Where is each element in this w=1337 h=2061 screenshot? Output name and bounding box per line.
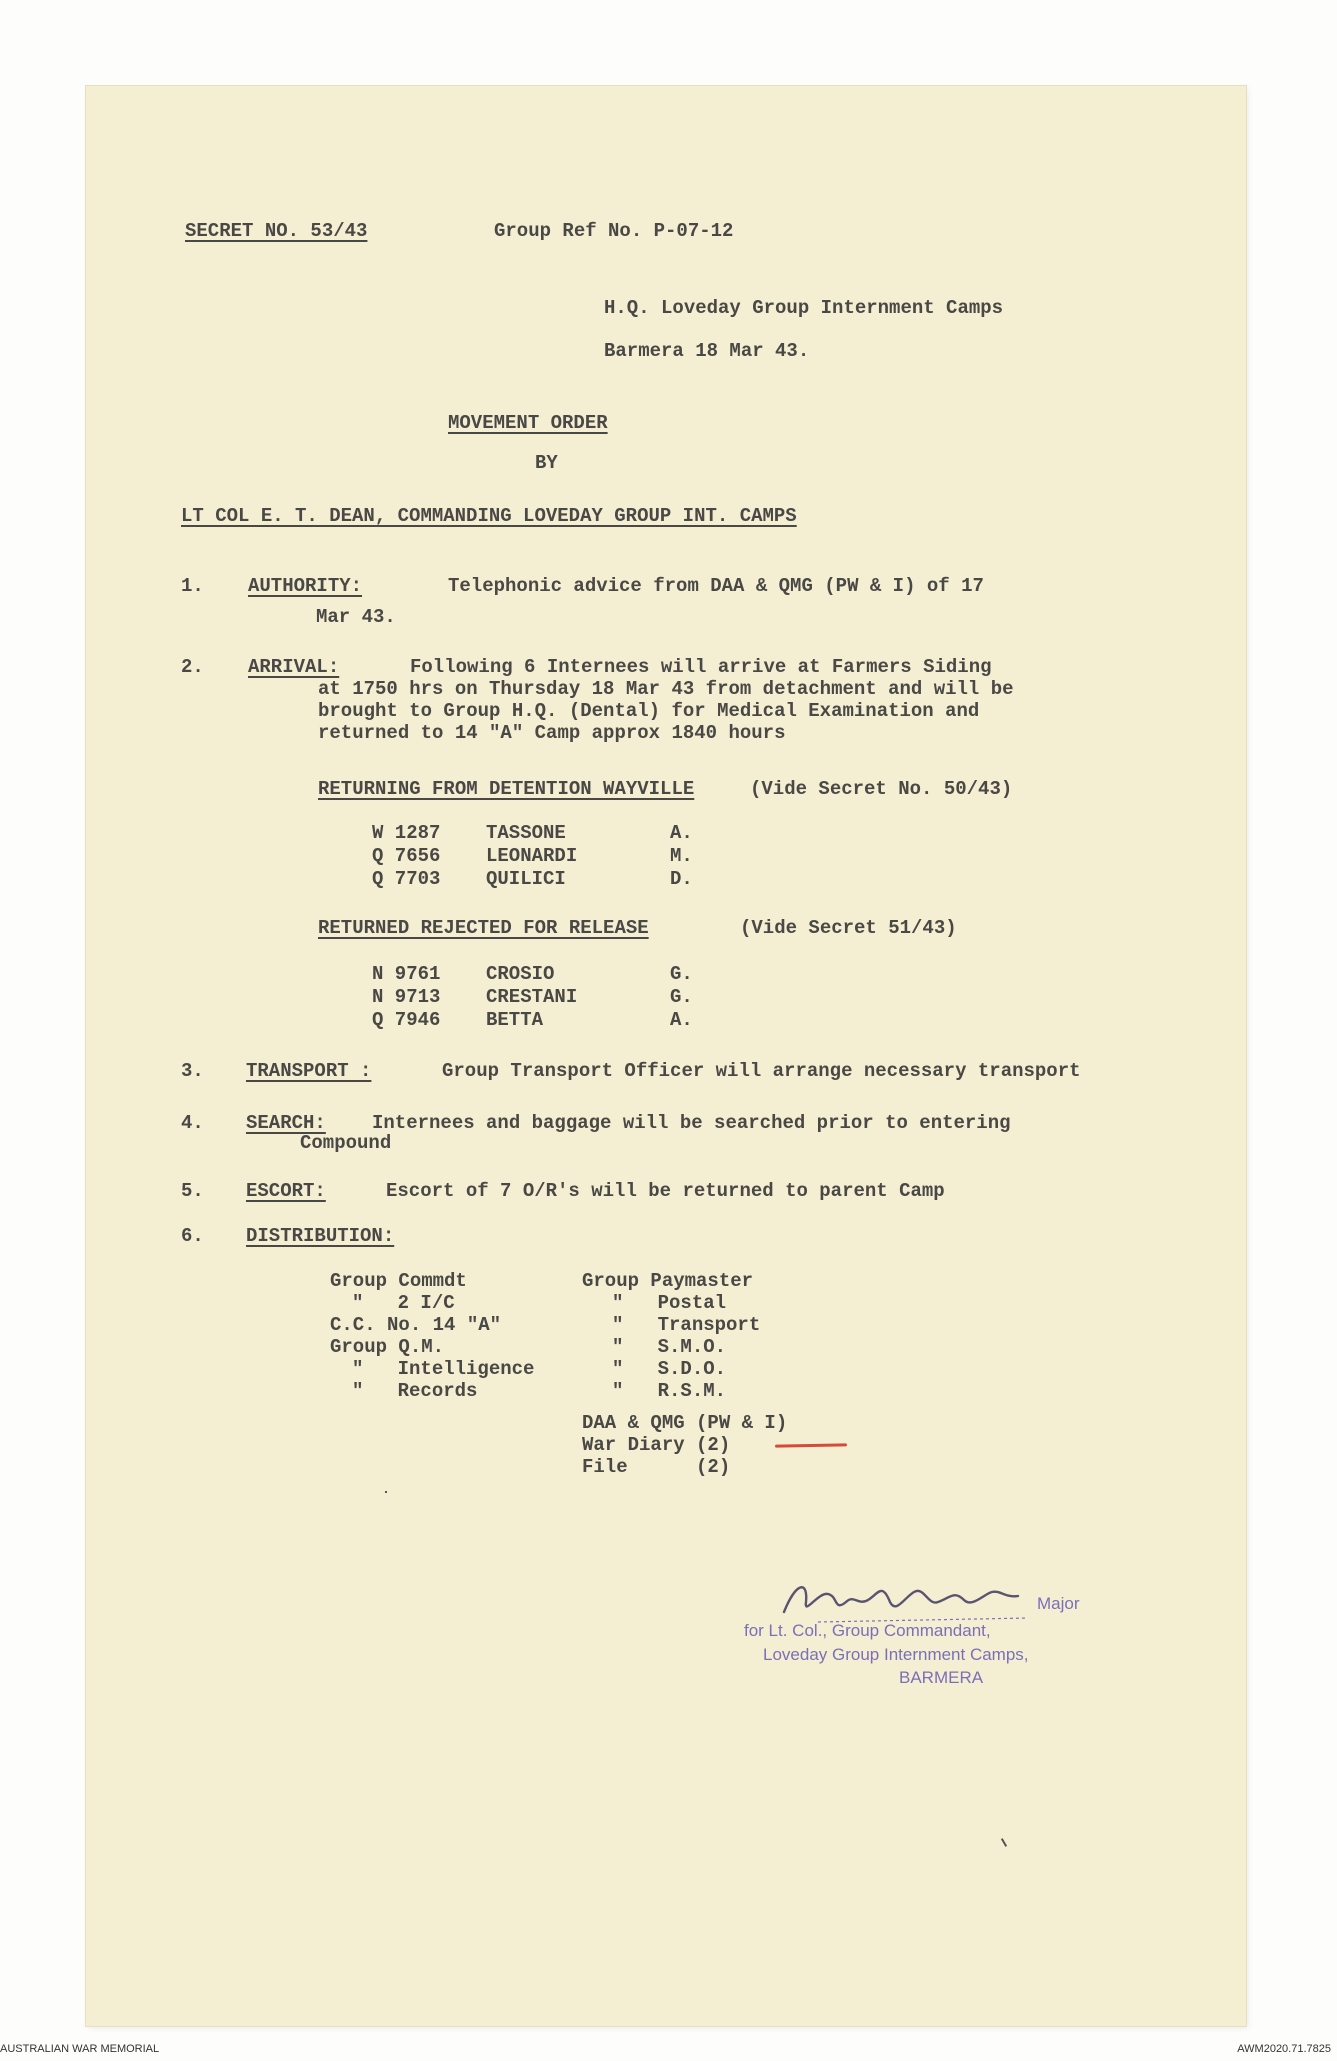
hq-line: H.Q. Loveday Group Internment Camps	[604, 297, 1004, 319]
para-1-number: 1.	[181, 575, 204, 597]
internee-name: CROSIO	[486, 963, 555, 985]
internee-initial: G.	[670, 986, 693, 1008]
internee-name: QUILICI	[486, 868, 566, 890]
distribution-left-item: C.C. No. 14 "A"	[330, 1314, 502, 1336]
para-1-heading: AUTHORITY:	[248, 575, 363, 597]
para-5-text: Escort of 7 O/R's will be returned to parent Camp	[386, 1180, 945, 1202]
para-3-heading: TRANSPORT :	[246, 1060, 372, 1082]
internee-name: LEONARDI	[486, 845, 578, 867]
footer-institution: AUSTRALIAN WAR MEMORIAL	[0, 2043, 160, 2055]
distribution-left-item: " Intelligence	[352, 1358, 535, 1380]
para-4-text-cont: Compound	[300, 1132, 392, 1154]
internee-number: N 9761	[372, 963, 441, 985]
para-2-text-4: returned to 14 "A" Camp approx 1840 hours	[318, 722, 786, 744]
internee-number: W 1287	[372, 822, 441, 844]
para-2-heading: ARRIVAL:	[248, 656, 340, 678]
internee-number: Q 7946	[372, 1009, 441, 1031]
internee-initial: G.	[670, 963, 693, 985]
para-1-text-cont: Mar 43.	[316, 606, 396, 628]
internee-initial: D.	[670, 868, 693, 890]
distribution-right-item: " Postal	[612, 1292, 727, 1314]
internee-name: CRESTANI	[486, 986, 578, 1008]
distribution-right-item: " S.D.O.	[612, 1358, 727, 1380]
para-3-number: 3.	[181, 1060, 204, 1082]
distribution-right-item: " S.M.O.	[612, 1336, 727, 1358]
distribution-extra-item: File (2)	[582, 1456, 731, 1478]
internee-name: BETTA	[486, 1009, 544, 1031]
distribution-extra-item: War Diary (2)	[582, 1434, 731, 1456]
stray-dot	[385, 1491, 387, 1493]
group-1-heading: RETURNING FROM DETENTION WAYVILLE	[318, 778, 695, 800]
title-movement-order: MOVEMENT ORDER	[448, 412, 608, 434]
para-2-text-1: Following 6 Internees will arrive at Farmers Siding	[410, 656, 992, 678]
para-2-number: 2.	[181, 656, 204, 678]
stamp-line-3: BARMERA	[899, 1668, 984, 1687]
place-date: Barmera 18 Mar 43.	[604, 340, 810, 362]
para-4-number: 4.	[181, 1112, 204, 1134]
group-2-heading: RETURNED REJECTED FOR RELEASE	[318, 917, 649, 939]
internee-number: Q 7656	[372, 845, 441, 867]
secret-number: SECRET NO. 53/43	[185, 220, 368, 242]
group-reference: Group Ref No. P-07-12	[494, 220, 734, 242]
distribution-extra-item: DAA & QMG (PW & I)	[582, 1412, 788, 1434]
para-1-text: Telephonic advice from DAA & QMG (PW & I) of 17	[448, 575, 984, 597]
footer-accession-number: AWM2020.71.7825	[1237, 2043, 1331, 2055]
group-1-reference: (Vide Secret No. 50/43)	[750, 778, 1013, 800]
para-2-text-3: brought to Group H.Q. (Dental) for Medical Examination and	[318, 700, 980, 722]
distribution-right-item: " R.S.M.	[612, 1380, 727, 1402]
title-commander: LT COL E. T. DEAN, COMMANDING LOVEDAY GROUP INT. CAMPS	[181, 505, 797, 527]
para-2-text-2: at 1750 hrs on Thursday 18 Mar 43 from detachment and will be	[318, 678, 1014, 700]
para-6-heading: DISTRIBUTION:	[246, 1225, 395, 1247]
stamp-line-2: Loveday Group Internment Camps,	[763, 1645, 1029, 1664]
distribution-left-item: Group Q.M.	[330, 1336, 445, 1358]
distribution-right-item: Group Paymaster	[582, 1270, 754, 1292]
group-2-reference: (Vide Secret 51/43)	[740, 917, 957, 939]
title-by: BY	[535, 452, 558, 474]
stamp-rank: Major	[1037, 1594, 1080, 1613]
stamp-line-1: for Lt. Col., Group Commandant,	[744, 1621, 991, 1640]
para-5-number: 5.	[181, 1180, 204, 1202]
para-3-text: Group Transport Officer will arrange necessary transport	[442, 1060, 1081, 1082]
distribution-left-item: " 2 I/C	[352, 1292, 455, 1314]
internee-initial: A.	[670, 1009, 693, 1031]
red-pencil-mark	[775, 1443, 847, 1447]
internee-initial: M.	[670, 845, 693, 867]
para-5-heading: ESCORT:	[246, 1180, 326, 1202]
distribution-left-item: " Records	[352, 1380, 478, 1402]
internee-number: Q 7703	[372, 868, 441, 890]
distribution-right-item: " Transport	[612, 1314, 761, 1336]
internee-number: N 9713	[372, 986, 441, 1008]
internee-initial: A.	[670, 822, 693, 844]
para-6-number: 6.	[181, 1225, 204, 1247]
para-4-heading: SEARCH:	[246, 1112, 326, 1134]
stray-mark	[1001, 1838, 1007, 1847]
internee-name: TASSONE	[486, 822, 566, 844]
distribution-left-item: Group Commdt	[330, 1270, 467, 1292]
para-4-text: Internees and baggage will be searched prior to entering	[372, 1112, 1011, 1134]
